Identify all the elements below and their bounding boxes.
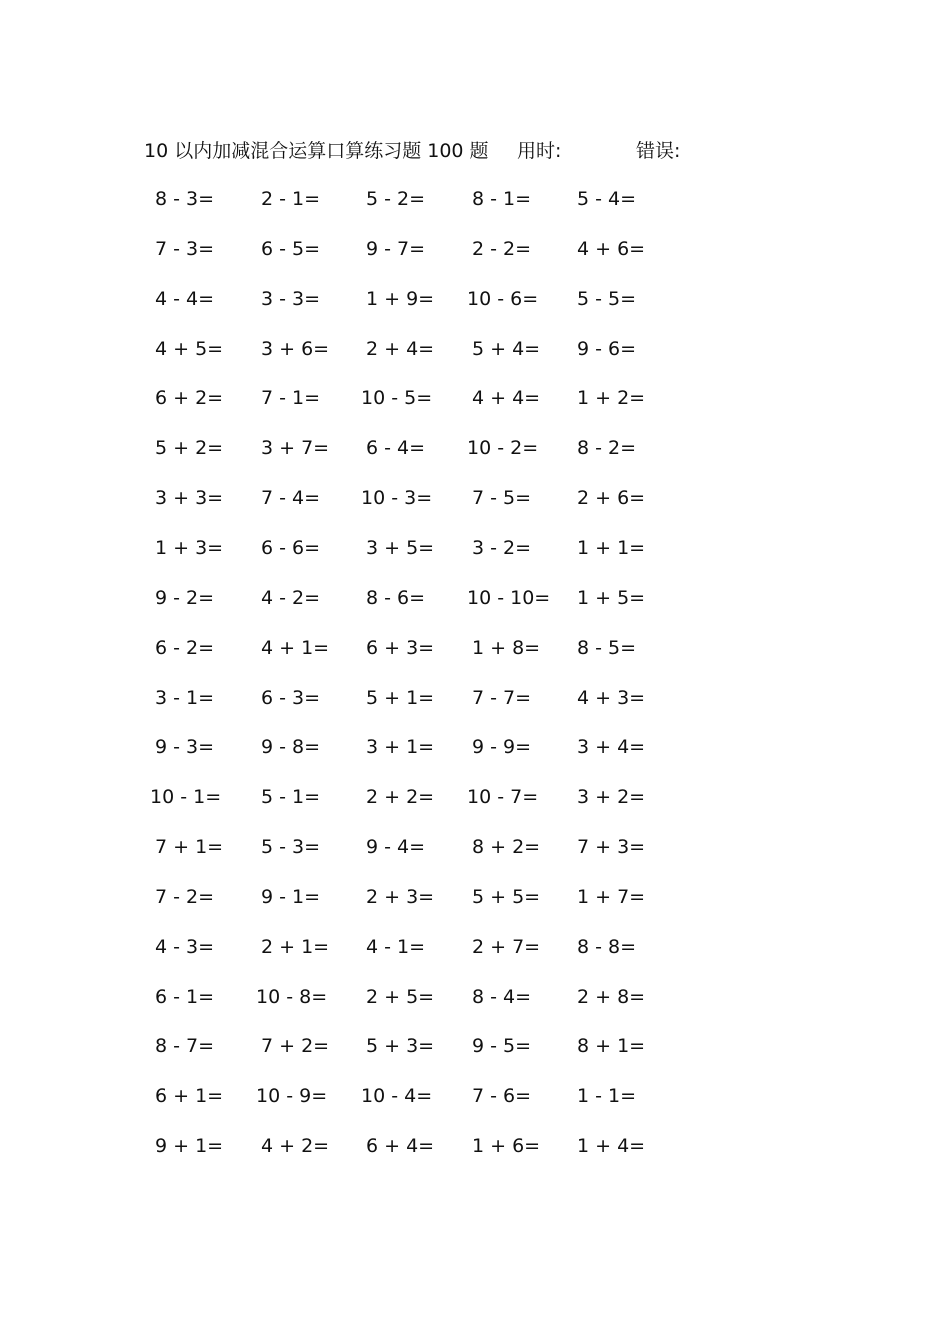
math-problem: 6 - 5= bbox=[261, 237, 321, 260]
math-problem: 3 - 3= bbox=[261, 287, 321, 310]
math-problem: 8 + 2= bbox=[472, 836, 541, 859]
math-problem: 2 + 5= bbox=[366, 985, 435, 1008]
math-problem: 3 + 7= bbox=[261, 437, 330, 460]
math-problem: 3 + 1= bbox=[366, 736, 435, 759]
math-problem: 2 + 8= bbox=[577, 985, 646, 1008]
math-problem: 3 + 2= bbox=[577, 786, 646, 809]
math-problem: 6 + 4= bbox=[366, 1135, 435, 1158]
math-problem: 3 + 3= bbox=[155, 487, 224, 510]
math-problem: 6 - 2= bbox=[155, 636, 215, 659]
math-problem: 4 - 3= bbox=[155, 935, 215, 958]
math-problem: 8 - 6= bbox=[366, 586, 426, 609]
math-problem: 7 - 4= bbox=[261, 487, 321, 510]
math-problem: 4 - 2= bbox=[261, 586, 321, 609]
math-problem: 9 - 5= bbox=[472, 1035, 532, 1058]
math-problem: 2 - 1= bbox=[261, 188, 321, 210]
math-problem: 8 - 7= bbox=[155, 1035, 215, 1058]
math-problem: 6 - 4= bbox=[366, 437, 426, 460]
math-problem: 10 - 5= bbox=[361, 387, 433, 410]
math-problem: 4 + 3= bbox=[577, 686, 646, 709]
math-problem: 10 - 2= bbox=[467, 437, 539, 460]
math-problem: 5 + 1= bbox=[366, 686, 435, 709]
math-problem: 2 + 1= bbox=[261, 935, 330, 958]
math-problem: 8 - 8= bbox=[577, 935, 637, 958]
math-problem: 6 + 3= bbox=[366, 636, 435, 659]
math-problem: 1 + 8= bbox=[472, 636, 541, 659]
math-problem: 7 + 2= bbox=[261, 1035, 330, 1058]
math-problem: 4 + 2= bbox=[261, 1135, 330, 1158]
math-problem: 4 + 4= bbox=[472, 387, 541, 410]
math-problem: 10 - 7= bbox=[467, 786, 539, 809]
math-problem: 2 - 2= bbox=[472, 237, 532, 260]
math-problem: 3 + 6= bbox=[261, 337, 330, 360]
math-problem: 3 + 4= bbox=[577, 736, 646, 759]
math-problem: 1 + 6= bbox=[472, 1135, 541, 1158]
math-problem: 2 + 4= bbox=[366, 337, 435, 360]
math-problem: 5 - 3= bbox=[261, 836, 321, 859]
math-problem: 1 + 7= bbox=[577, 885, 646, 908]
math-problem: 5 - 4= bbox=[577, 188, 637, 210]
math-problem: 5 + 5= bbox=[472, 885, 541, 908]
math-problem: 5 - 2= bbox=[366, 188, 426, 210]
math-problem: 4 + 6= bbox=[577, 237, 646, 260]
math-problem: 1 + 1= bbox=[577, 536, 646, 559]
math-problem: 7 - 7= bbox=[472, 686, 532, 709]
math-problem: 7 - 3= bbox=[155, 237, 215, 260]
math-problem: 7 - 2= bbox=[155, 885, 215, 908]
worksheet-title: 10 以内加减混合运算口算练习题 100 题 bbox=[144, 140, 489, 162]
math-problem: 1 + 2= bbox=[577, 387, 646, 410]
error-count-label: 错误: bbox=[636, 140, 681, 162]
math-problem: 6 + 2= bbox=[155, 387, 224, 410]
math-problem: 8 - 4= bbox=[472, 985, 532, 1008]
time-used-label: 用时: bbox=[517, 140, 562, 162]
math-problem: 4 + 1= bbox=[261, 636, 330, 659]
math-problem: 8 - 1= bbox=[472, 188, 532, 210]
math-problem: 9 - 4= bbox=[366, 836, 426, 859]
math-problem: 9 - 7= bbox=[366, 237, 426, 260]
math-problem: 6 - 6= bbox=[261, 536, 321, 559]
math-problem: 10 - 10= bbox=[467, 586, 551, 609]
math-problem: 8 - 3= bbox=[155, 188, 215, 210]
math-problem: 5 - 1= bbox=[261, 786, 321, 809]
math-problem: 9 - 1= bbox=[261, 885, 321, 908]
math-problem: 10 - 3= bbox=[361, 487, 433, 510]
math-problem: 9 - 6= bbox=[577, 337, 637, 360]
math-problem: 4 + 5= bbox=[155, 337, 224, 360]
math-problem: 6 - 1= bbox=[155, 985, 215, 1008]
math-problem: 4 - 4= bbox=[155, 287, 215, 310]
math-problem: 5 + 4= bbox=[472, 337, 541, 360]
math-problem: 10 - 8= bbox=[256, 985, 328, 1008]
math-problem: 7 - 6= bbox=[472, 1085, 532, 1108]
math-problem: 9 - 2= bbox=[155, 586, 215, 609]
math-problem: 7 + 1= bbox=[155, 836, 224, 859]
math-problem: 2 + 7= bbox=[472, 935, 541, 958]
math-problem: 9 + 1= bbox=[155, 1135, 224, 1158]
math-problem: 7 + 3= bbox=[577, 836, 646, 859]
math-problem: 7 - 5= bbox=[472, 487, 532, 510]
math-problem: 2 + 2= bbox=[366, 786, 435, 809]
math-problem: 1 + 3= bbox=[155, 536, 224, 559]
math-problem: 9 - 8= bbox=[261, 736, 321, 759]
math-problem: 3 - 2= bbox=[472, 536, 532, 559]
math-problem: 4 - 1= bbox=[366, 935, 426, 958]
math-problem: 6 + 1= bbox=[155, 1085, 224, 1108]
math-problem: 6 - 3= bbox=[261, 686, 321, 709]
math-problem: 5 + 3= bbox=[366, 1035, 435, 1058]
math-problem: 1 + 9= bbox=[366, 287, 435, 310]
math-problem: 10 - 4= bbox=[361, 1085, 433, 1108]
math-problem: 8 - 5= bbox=[577, 636, 637, 659]
math-problem: 1 + 4= bbox=[577, 1135, 646, 1158]
math-problem: 1 + 5= bbox=[577, 586, 646, 609]
math-problem: 8 + 1= bbox=[577, 1035, 646, 1058]
math-problem: 1 - 1= bbox=[577, 1085, 637, 1108]
math-problem: 8 - 2= bbox=[577, 437, 637, 460]
math-problem: 7 - 1= bbox=[261, 387, 321, 410]
math-problem: 3 + 5= bbox=[366, 536, 435, 559]
math-problem: 5 + 2= bbox=[155, 437, 224, 460]
math-problem: 9 - 9= bbox=[472, 736, 532, 759]
math-problem: 9 - 3= bbox=[155, 736, 215, 759]
math-problem: 3 - 1= bbox=[155, 686, 215, 709]
math-problem: 10 - 6= bbox=[467, 287, 539, 310]
math-problem: 2 + 3= bbox=[366, 885, 435, 908]
math-problem: 10 - 9= bbox=[256, 1085, 328, 1108]
math-problem: 2 + 6= bbox=[577, 487, 646, 510]
math-problem: 10 - 1= bbox=[150, 786, 222, 809]
math-problem: 5 - 5= bbox=[577, 287, 637, 310]
